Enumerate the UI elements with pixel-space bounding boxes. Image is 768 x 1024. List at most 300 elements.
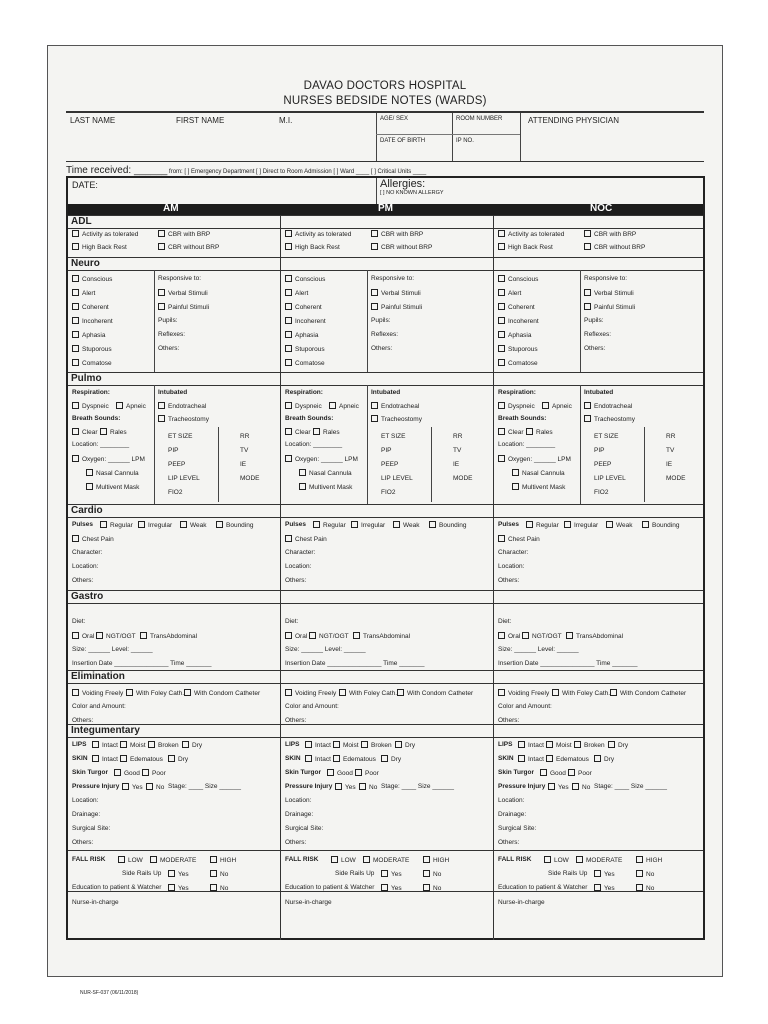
side-rails-label: Side Rails Up — [122, 870, 162, 877]
checkbox-skin-dry[interactable]: Dry — [594, 755, 614, 763]
vent-et-size: ET SIZE — [594, 433, 619, 440]
reflexes-label: Reflexes: — [371, 331, 399, 338]
column-am — [68, 215, 280, 938]
checkbox-aphasia[interactable]: Aphasia — [285, 331, 319, 339]
checkbox-verbal[interactable]: Verbal Stimuli — [584, 289, 634, 297]
checkbox-condom[interactable]: With Condom Catheter — [397, 689, 473, 697]
checkbox-multivent-mask[interactable]: Multivent Mask — [86, 483, 139, 491]
integ-location-label: Location: — [285, 797, 312, 804]
checkbox-coherent[interactable]: Coherent — [285, 303, 322, 311]
fall-risk-label: FALL RISK — [72, 856, 106, 863]
checkbox-bounding[interactable]: Bounding — [216, 521, 253, 529]
checkbox-chest-pain[interactable]: Chest Pain — [285, 535, 327, 543]
respiration-label: Respiration: — [498, 389, 536, 396]
drainage-label: Drainage: — [498, 811, 527, 818]
checkbox-rales[interactable]: Rales — [526, 428, 553, 436]
checkbox-apneic[interactable]: Apneic — [329, 402, 359, 410]
checkbox-high-back[interactable]: High Back Rest — [285, 243, 340, 251]
lips-label: LIPS — [72, 741, 87, 748]
checkbox-transabdominal[interactable]: TransAbdominal — [566, 632, 623, 640]
checkbox-transabdominal[interactable]: TransAbdominal — [140, 632, 197, 640]
integ-others-label: Others: — [498, 839, 520, 846]
vent-rr: RR — [666, 433, 676, 440]
checkbox-rales[interactable]: Rales — [100, 428, 127, 436]
cardio-location-label: Location: — [72, 563, 99, 570]
checkbox-edu-yes[interactable]: Yes — [381, 884, 402, 892]
vent-tv: TV — [453, 447, 462, 454]
responsive-label: Responsive to: — [158, 275, 201, 282]
turgor-label: Skin Turgor — [72, 769, 108, 776]
checkbox-tracheostomy[interactable]: Tracheostomy — [584, 415, 635, 423]
checkbox-edu-yes[interactable]: Yes — [594, 884, 615, 892]
checkbox-good[interactable]: Good — [114, 769, 140, 777]
checkbox-apneic[interactable]: Apneic — [542, 402, 572, 410]
checkbox-endotracheal[interactable]: Endotracheal — [371, 402, 419, 410]
intubated-label: Intubated — [371, 389, 401, 396]
drainage-label: Drainage: — [72, 811, 101, 818]
checkbox-pi-yes[interactable]: Yes — [122, 783, 143, 791]
checkbox-cbr-no-brp[interactable]: CBR without BRP — [371, 243, 432, 251]
assessment-grid — [66, 176, 705, 940]
diet-label: Diet: — [72, 618, 86, 625]
checkbox-endotracheal[interactable]: Endotracheal — [158, 402, 206, 410]
date-label: DATE: — [72, 180, 98, 190]
responsive-label: Responsive to: — [371, 275, 414, 282]
vent-tv: TV — [240, 447, 249, 454]
allergies-block — [380, 178, 444, 196]
vent-rr: RR — [453, 433, 463, 440]
checkbox-foley[interactable]: With Foley Cath. — [552, 689, 610, 697]
checkbox-lips-moist[interactable]: Moist — [120, 741, 146, 749]
checkbox-good[interactable]: Good — [327, 769, 353, 777]
shift-pm: PM — [378, 203, 393, 214]
vent-peep: PEEP — [381, 461, 399, 468]
checkbox-pi-no[interactable]: No — [359, 783, 377, 791]
checkbox-fall-moderate[interactable]: MODERATE — [150, 856, 196, 864]
checkbox-aphasia[interactable]: Aphasia — [72, 331, 106, 339]
checkbox-regular[interactable]: Regular — [526, 521, 559, 529]
checkbox-cbr-brp[interactable]: CBR with BRP — [371, 230, 423, 238]
checkbox-good[interactable]: Good — [540, 769, 566, 777]
column-pm — [280, 215, 494, 938]
checkbox-nasal-cannula[interactable]: Nasal Cannula — [299, 469, 352, 477]
checkbox-rails-no[interactable]: No — [636, 870, 654, 878]
turgor-label: Skin Turgor — [498, 769, 534, 776]
section-pulmo: Pulmo — [71, 373, 102, 384]
reflexes-label: Reflexes: — [158, 331, 186, 338]
time-received-options: from: [ ] Emergency Department [ ] Direct to Room Admission [ ] Ward ____ [ ] Critical Units ____ — [169, 169, 427, 175]
checkbox-ngt[interactable]: NGT/OGT — [309, 632, 349, 640]
shift-am: AM — [163, 203, 179, 214]
breath-sounds-label: Breath Sounds: — [72, 415, 121, 422]
skin-label: SKIN — [72, 755, 88, 762]
checkbox-lips-intact[interactable]: Intact — [518, 741, 544, 749]
vent-ie: IE — [666, 461, 673, 468]
checkbox-skin-edematous[interactable]: Edematous — [120, 755, 163, 763]
checkbox-painful[interactable]: Painful Stimuli — [584, 303, 635, 311]
checkbox-fall-high[interactable]: HIGH — [636, 856, 662, 864]
checkbox-lips-intact[interactable]: Intact — [92, 741, 118, 749]
color-amount-label: Color and Amount: — [72, 703, 126, 710]
age-sex-label: AGE/ SEX — [380, 116, 409, 122]
checkbox-dyspneic[interactable]: Dyspneic — [72, 402, 109, 410]
checkbox-tracheostomy[interactable]: Tracheostomy — [158, 415, 209, 423]
checkbox-conscious[interactable]: Conscious — [72, 275, 112, 283]
insertion-label: Insertion Date _______________ Time _______ — [72, 660, 212, 667]
checkbox-chest-pain[interactable]: Chest Pain — [72, 535, 114, 543]
checkbox-alert[interactable]: Alert — [498, 289, 521, 297]
section-cardio: Cardio — [71, 505, 103, 516]
checkbox-edu-no[interactable]: No — [423, 884, 441, 892]
vent-mode: MODE — [666, 475, 686, 482]
checkbox-skin-edematous[interactable]: Edematous — [546, 755, 589, 763]
checkbox-verbal[interactable]: Verbal Stimuli — [158, 289, 208, 297]
cardio-others-label: Others: — [285, 577, 307, 584]
size-level-label: Size: ______ Level: ______ — [72, 646, 153, 653]
checkbox-comatose[interactable]: Comatose — [285, 359, 325, 367]
checkbox-cbr-no-brp[interactable]: CBR without BRP — [584, 243, 645, 251]
checkbox-dyspneic[interactable]: Dyspneic — [498, 402, 535, 410]
location-label: Location: ________ — [72, 441, 130, 448]
checkbox-irregular[interactable]: Irregular — [351, 521, 385, 529]
checkbox-stuporous[interactable]: Stuporous — [72, 345, 112, 353]
intubated-label: Intubated — [158, 389, 188, 396]
checkbox-voiding[interactable]: Voiding Freely — [72, 689, 123, 697]
checkbox-edu-no[interactable]: No — [210, 884, 228, 892]
checkbox-lips-intact[interactable]: Intact — [305, 741, 331, 749]
checkbox-pi-yes[interactable]: Yes — [335, 783, 356, 791]
pressure-injury-label: Pressure Injury — [285, 783, 333, 790]
cardio-others-label: Others: — [498, 577, 520, 584]
checkbox-rails-no[interactable]: No — [423, 870, 441, 878]
time-received-row — [66, 161, 704, 176]
checkbox-endotracheal[interactable]: Endotracheal — [584, 402, 632, 410]
nurse-in-charge-label: Nurse-in-charge — [72, 899, 119, 906]
elim-others-label: Others: — [285, 717, 307, 724]
vent-lip-level: LIP LEVEL — [168, 475, 200, 482]
checkbox-activity[interactable]: Activity as tolerated — [285, 230, 351, 238]
pulses-label: Pulses — [285, 521, 306, 528]
vent-peep: PEEP — [594, 461, 612, 468]
pupils-label: Pupils: — [158, 317, 178, 324]
checkbox-pi-no[interactable]: No — [572, 783, 590, 791]
checkbox-cbr-brp[interactable]: CBR with BRP — [158, 230, 210, 238]
vent-pip: PIP — [168, 447, 179, 454]
checkbox-foley[interactable]: With Foley Cath. — [339, 689, 397, 697]
checkbox-clear[interactable]: Clear — [498, 428, 524, 436]
time-received-label: Time received: ______ — [66, 165, 168, 176]
vent-lip-level: LIP LEVEL — [381, 475, 413, 482]
checkbox-ngt[interactable]: NGT/OGT — [522, 632, 562, 640]
checkbox-oral[interactable]: Oral — [498, 632, 520, 640]
checkbox-nasal-cannula[interactable]: Nasal Cannula — [86, 469, 139, 477]
stage-size-label: Stage: ____ Size ______ — [168, 783, 242, 790]
checkbox-rails-yes[interactable]: Yes — [381, 870, 402, 878]
checkbox-transabdominal[interactable]: TransAbdominal — [353, 632, 410, 640]
checkbox-lips-moist[interactable]: Moist — [333, 741, 359, 749]
checkbox-fall-moderate[interactable]: MODERATE — [363, 856, 409, 864]
checkbox-apneic[interactable]: Apneic — [116, 402, 146, 410]
checkbox-poor[interactable]: Poor — [568, 769, 592, 777]
size-level-label: Size: ______ Level: ______ — [498, 646, 579, 653]
integ-location-label: Location: — [498, 797, 525, 804]
checkbox-fall-low[interactable]: LOW — [118, 856, 143, 864]
size-level-label: Size: ______ Level: ______ — [285, 646, 366, 653]
checkbox-painful[interactable]: Painful Stimuli — [371, 303, 422, 311]
shift-banner — [68, 204, 703, 215]
location-label: Location: ________ — [498, 441, 556, 448]
checkbox-weak[interactable]: Weak — [180, 521, 207, 529]
hospital-name: DAVAO DOCTORS HOSPITAL — [303, 80, 467, 92]
side-rails-label: Side Rails Up — [548, 870, 588, 877]
checkbox-pi-yes[interactable]: Yes — [548, 783, 569, 791]
checkbox-voiding[interactable]: Voiding Freely — [498, 689, 549, 697]
cardio-location-label: Location: — [498, 563, 525, 570]
checkbox-oral[interactable]: Oral — [72, 632, 94, 640]
turgor-label: Skin Turgor — [285, 769, 321, 776]
checkbox-aphasia[interactable]: Aphasia — [498, 331, 532, 339]
checkbox-lips-broken[interactable]: Broken — [148, 741, 179, 749]
form-title: NURSES BEDSIDE NOTES (WARDS) — [283, 95, 487, 107]
insertion-label: Insertion Date _______________ Time _______ — [285, 660, 425, 667]
checkbox-oral[interactable]: Oral — [285, 632, 307, 640]
attending-label: ATTENDING PHYSICIAN — [528, 116, 619, 125]
neuro-others-label: Others: — [371, 345, 393, 352]
checkbox-fall-high[interactable]: HIGH — [210, 856, 236, 864]
first-name-label: FIRST NAME — [176, 116, 225, 125]
education-label: Education to patient & Watcher — [498, 884, 588, 891]
pressure-injury-label: Pressure Injury — [498, 783, 546, 790]
checkbox-poor[interactable]: Poor — [142, 769, 166, 777]
checkbox-verbal[interactable]: Verbal Stimuli — [371, 289, 421, 297]
character-label: Character: — [498, 549, 529, 556]
checkbox-poor[interactable]: Poor — [355, 769, 379, 777]
checkbox-skin-dry[interactable]: Dry — [168, 755, 188, 763]
vent-ie: IE — [240, 461, 247, 468]
elim-others-label: Others: — [72, 717, 94, 724]
checkbox-alert[interactable]: Alert — [285, 289, 308, 297]
checkbox-cbr-brp[interactable]: CBR with BRP — [584, 230, 636, 238]
integ-location-label: Location: — [72, 797, 99, 804]
checkbox-comatose[interactable]: Comatose — [498, 359, 538, 367]
checkbox-skin-intact[interactable]: Intact — [305, 755, 331, 763]
room-number-label: ROOM NUMBER — [456, 116, 503, 122]
intubated-label: Intubated — [584, 389, 614, 396]
shift-noc: NOC — [590, 203, 613, 214]
checkbox-oxygen[interactable]: Oxygen: ______ LPM — [498, 455, 571, 463]
checkbox-lips-dry[interactable]: Dry — [395, 741, 415, 749]
no-known-allergy: [ ] NO KNOWN ALLERGY — [380, 190, 444, 196]
integ-others-label: Others: — [285, 839, 307, 846]
checkbox-fall-high[interactable]: HIGH — [423, 856, 449, 864]
section-neuro: Neuro — [71, 258, 100, 269]
insertion-label: Insertion Date _______________ Time _______ — [498, 660, 638, 667]
vent-pip: PIP — [594, 447, 605, 454]
character-label: Character: — [72, 549, 103, 556]
checkbox-multivent-mask[interactable]: Multivent Mask — [299, 483, 352, 491]
vent-fio2: FIO2 — [594, 489, 609, 496]
checkbox-comatose[interactable]: Comatose — [72, 359, 112, 367]
checkbox-lips-broken[interactable]: Broken — [574, 741, 605, 749]
vent-et-size: ET SIZE — [168, 433, 193, 440]
mi-label: M.I. — [279, 116, 293, 125]
checkbox-pi-no[interactable]: No — [146, 783, 164, 791]
skin-label: SKIN — [285, 755, 301, 762]
skin-label: SKIN — [498, 755, 514, 762]
checkbox-stuporous[interactable]: Stuporous — [498, 345, 538, 353]
checkbox-lips-broken[interactable]: Broken — [361, 741, 392, 749]
checkbox-chest-pain[interactable]: Chest Pain — [498, 535, 540, 543]
checkbox-oxygen[interactable]: Oxygen: ______ LPM — [72, 455, 145, 463]
vent-fio2: FIO2 — [168, 489, 183, 496]
cardio-others-label: Others: — [72, 577, 94, 584]
checkbox-conscious[interactable]: Conscious — [285, 275, 325, 283]
integ-others-label: Others: — [72, 839, 94, 846]
elim-others-label: Others: — [498, 717, 520, 724]
checkbox-skin-intact[interactable]: Intact — [518, 755, 544, 763]
vent-tv: TV — [666, 447, 675, 454]
pulses-label: Pulses — [498, 521, 519, 528]
checkbox-incoherent[interactable]: Incoherent — [285, 317, 326, 325]
checkbox-activity[interactable]: Activity as tolerated — [498, 230, 564, 238]
side-rails-label: Side Rails Up — [335, 870, 375, 877]
fall-risk-label: FALL RISK — [498, 856, 532, 863]
stage-size-label: Stage: ____ Size ______ — [594, 783, 668, 790]
surgical-site-label: Surgical Site: — [498, 825, 537, 832]
checkbox-skin-intact[interactable]: Intact — [92, 755, 118, 763]
checkbox-rails-yes[interactable]: Yes — [594, 870, 615, 878]
checkbox-edu-yes[interactable]: Yes — [168, 884, 189, 892]
checkbox-condom[interactable]: With Condom Catheter — [184, 689, 260, 697]
checkbox-conscious[interactable]: Conscious — [498, 275, 538, 283]
character-label: Character: — [285, 549, 316, 556]
vent-lip-level: LIP LEVEL — [594, 475, 626, 482]
vent-ie: IE — [453, 461, 460, 468]
checkbox-nasal-cannula[interactable]: Nasal Cannula — [512, 469, 565, 477]
checkbox-irregular[interactable]: Irregular — [138, 521, 172, 529]
checkbox-ngt[interactable]: NGT/OGT — [96, 632, 136, 640]
lips-label: LIPS — [285, 741, 300, 748]
checkbox-regular[interactable]: Regular — [313, 521, 346, 529]
section-adl: ADL — [71, 216, 92, 227]
dob-label: DATE OF BIRTH — [380, 138, 426, 144]
checkbox-bounding[interactable]: Bounding — [642, 521, 679, 529]
allergies-label: Allergies: — [380, 178, 426, 190]
last-name-label: LAST NAME — [70, 116, 116, 125]
diet-label: Diet: — [498, 618, 512, 625]
checkbox-alert[interactable]: Alert — [72, 289, 95, 297]
checkbox-fall-moderate[interactable]: MODERATE — [576, 856, 622, 864]
checkbox-multivent-mask[interactable]: Multivent Mask — [512, 483, 565, 491]
neuro-others-label: Others: — [584, 345, 606, 352]
education-label: Education to patient & Watcher — [285, 884, 375, 891]
checkbox-lips-moist[interactable]: Moist — [546, 741, 572, 749]
ip-no-label: IP NO. — [456, 138, 474, 144]
checkbox-voiding[interactable]: Voiding Freely — [285, 689, 336, 697]
education-label: Education to patient & Watcher — [72, 884, 162, 891]
vent-peep: PEEP — [168, 461, 186, 468]
checkbox-irregular[interactable]: Irregular — [564, 521, 598, 529]
column-noc — [493, 215, 704, 938]
vent-rr: RR — [240, 433, 250, 440]
breath-sounds-label: Breath Sounds: — [498, 415, 547, 422]
checkbox-skin-edematous[interactable]: Edematous — [333, 755, 376, 763]
checkbox-fall-low[interactable]: LOW — [331, 856, 356, 864]
pulses-label: Pulses — [72, 521, 93, 528]
vent-et-size: ET SIZE — [381, 433, 406, 440]
diet-label: Diet: — [285, 618, 299, 625]
color-amount-label: Color and Amount: — [285, 703, 339, 710]
section-gastro: Gastro — [71, 591, 104, 602]
form-sheet — [47, 45, 723, 996]
section-integumentary: Integumentary — [71, 725, 140, 736]
patient-header — [66, 111, 704, 161]
form-code: NUR-SF-037 (06/11/2018) — [80, 990, 139, 996]
surgical-site-label: Surgical Site: — [285, 825, 324, 832]
checkbox-high-back[interactable]: High Back Rest — [72, 243, 127, 251]
checkbox-high-back[interactable]: High Back Rest — [498, 243, 553, 251]
checkbox-lips-dry[interactable]: Dry — [608, 741, 628, 749]
checkbox-coherent[interactable]: Coherent — [72, 303, 109, 311]
checkbox-tracheostomy[interactable]: Tracheostomy — [371, 415, 422, 423]
location-label: Location: ________ — [285, 441, 343, 448]
nurse-in-charge-label: Nurse-in-charge — [498, 899, 545, 906]
checkbox-lips-dry[interactable]: Dry — [182, 741, 202, 749]
pupils-label: Pupils: — [371, 317, 391, 324]
pupils-label: Pupils: — [584, 317, 604, 324]
respiration-label: Respiration: — [72, 389, 110, 396]
checkbox-rails-no[interactable]: No — [210, 870, 228, 878]
checkbox-incoherent[interactable]: Incoherent — [498, 317, 539, 325]
section-elimination: Elimination — [71, 671, 125, 682]
checkbox-regular[interactable]: Regular — [100, 521, 133, 529]
checkbox-weak[interactable]: Weak — [393, 521, 420, 529]
nurse-in-charge-label: Nurse-in-charge — [285, 899, 332, 906]
neuro-others-label: Others: — [158, 345, 180, 352]
checkbox-skin-dry[interactable]: Dry — [381, 755, 401, 763]
checkbox-oxygen[interactable]: Oxygen: ______ LPM — [285, 455, 358, 463]
checkbox-incoherent[interactable]: Incoherent — [72, 317, 113, 325]
checkbox-foley[interactable]: With Foley Cath. — [126, 689, 184, 697]
checkbox-fall-low[interactable]: LOW — [544, 856, 569, 864]
pressure-injury-label: Pressure Injury — [72, 783, 120, 790]
vent-pip: PIP — [381, 447, 392, 454]
vent-fio2: FIO2 — [381, 489, 396, 496]
checkbox-weak[interactable]: Weak — [606, 521, 633, 529]
breath-sounds-label: Breath Sounds: — [285, 415, 334, 422]
responsive-label: Responsive to: — [584, 275, 627, 282]
checkbox-dyspneic[interactable]: Dyspneic — [285, 402, 322, 410]
color-amount-label: Color and Amount: — [498, 703, 552, 710]
checkbox-activity[interactable]: Activity as tolerated — [72, 230, 138, 238]
checkbox-cbr-no-brp[interactable]: CBR without BRP — [158, 243, 219, 251]
stage-size-label: Stage: ____ Size ______ — [381, 783, 455, 790]
checkbox-condom[interactable]: With Condom Catheter — [610, 689, 686, 697]
cardio-location-label: Location: — [285, 563, 312, 570]
drainage-label: Drainage: — [285, 811, 314, 818]
checkbox-clear[interactable]: Clear — [285, 428, 311, 436]
checkbox-rails-yes[interactable]: Yes — [168, 870, 189, 878]
checkbox-painful[interactable]: Painful Stimuli — [158, 303, 209, 311]
checkbox-stuporous[interactable]: Stuporous — [285, 345, 325, 353]
checkbox-clear[interactable]: Clear — [72, 428, 98, 436]
lips-label: LIPS — [498, 741, 513, 748]
checkbox-rales[interactable]: Rales — [313, 428, 340, 436]
reflexes-label: Reflexes: — [584, 331, 612, 338]
checkbox-edu-no[interactable]: No — [636, 884, 654, 892]
checkbox-bounding[interactable]: Bounding — [429, 521, 466, 529]
checkbox-coherent[interactable]: Coherent — [498, 303, 535, 311]
